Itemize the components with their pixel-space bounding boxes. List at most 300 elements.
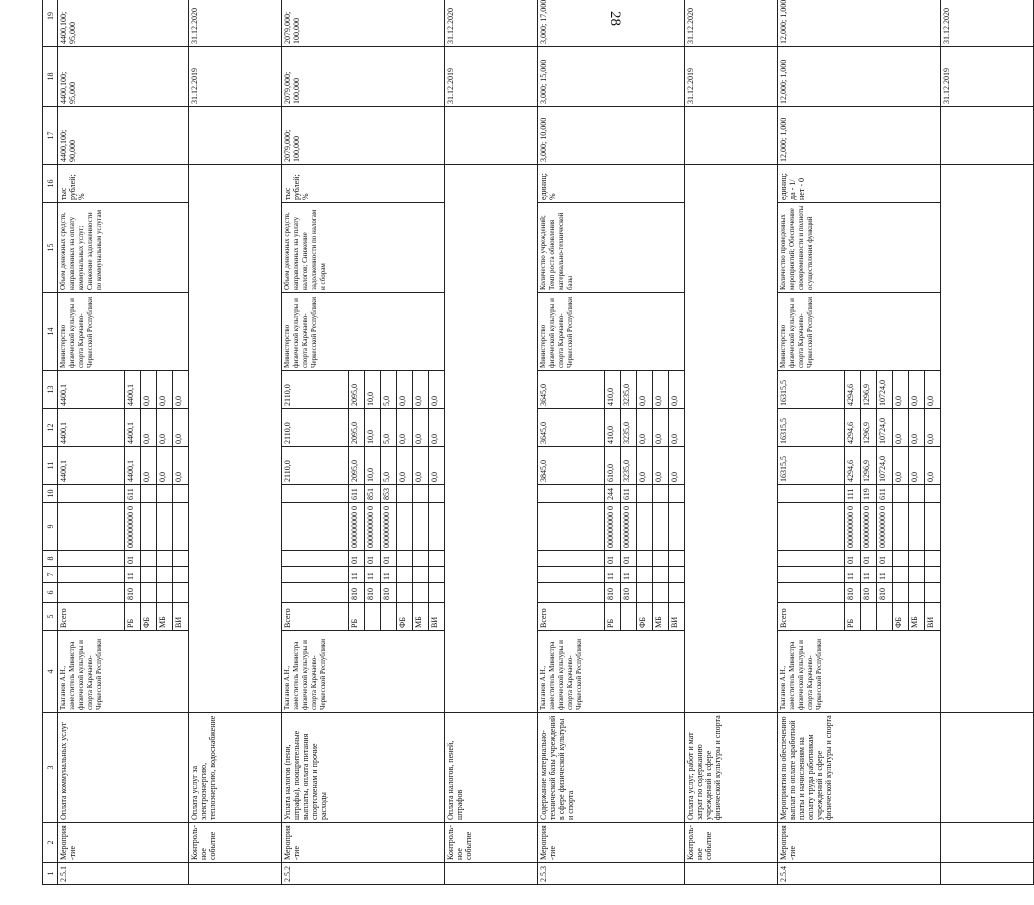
code-rz bbox=[141, 567, 157, 583]
column-number: 11 bbox=[43, 447, 58, 485]
total-2021: 16315,5 bbox=[778, 371, 845, 409]
amount-2020: 5,0 bbox=[381, 409, 397, 447]
code-csr: 000000000 0 bbox=[349, 503, 365, 551]
code-vr bbox=[909, 485, 925, 503]
total-2019: 2110,0 bbox=[282, 447, 349, 485]
column-number: 10 bbox=[43, 485, 58, 503]
code-vr bbox=[429, 485, 445, 503]
amount-2019: 2095,0 bbox=[349, 447, 365, 485]
amount-2019: 0,0 bbox=[397, 447, 413, 485]
amount-2020: 1296,9 bbox=[861, 409, 877, 447]
funding-source: ФБ bbox=[893, 603, 909, 631]
amount-2021: 0,0 bbox=[413, 371, 429, 409]
code-vr bbox=[637, 485, 653, 503]
program-table bbox=[42, 0, 1034, 885]
code-vr: 244 bbox=[605, 485, 621, 503]
amount-2021: 0,0 bbox=[429, 371, 445, 409]
amount-2021: 4400,1 bbox=[125, 371, 141, 409]
code-pr: 01 bbox=[605, 551, 621, 567]
funding-source: МБ bbox=[157, 603, 173, 631]
amount-2020: 0,0 bbox=[157, 409, 173, 447]
activity-id: 2.5.2 bbox=[282, 863, 445, 885]
blank bbox=[685, 165, 778, 713]
activity-kind: Мероприя-тие bbox=[282, 823, 445, 863]
code-cell bbox=[282, 503, 349, 551]
control-date-2019: 31.12.2019 bbox=[445, 47, 538, 107]
total-2021: 4400,1 bbox=[58, 371, 125, 409]
code-grbs: 810 bbox=[861, 583, 877, 603]
indicator: Объем денежных средств, направленных на уплату налогов; Снижение задолженности по налогам и сборам bbox=[282, 203, 445, 293]
control-label: Контроль-ное событие bbox=[685, 823, 778, 863]
code-rz bbox=[397, 567, 413, 583]
activity-id: 2.5.1 bbox=[58, 863, 189, 885]
code-pr bbox=[637, 551, 653, 567]
total-2019: 3845,0 bbox=[538, 447, 605, 485]
column-number: 15 bbox=[43, 203, 58, 293]
code-cell bbox=[282, 567, 349, 583]
unit: единиц; % bbox=[538, 165, 685, 203]
funding-source: МБ bbox=[909, 603, 925, 631]
control-date-2019: 31.12.2019 bbox=[685, 47, 778, 107]
column-number: 9 bbox=[43, 503, 58, 551]
amount-2019: 0,0 bbox=[173, 447, 189, 485]
funding-source: ВИ bbox=[173, 603, 189, 631]
code-cell bbox=[538, 551, 605, 567]
code-cell bbox=[538, 567, 605, 583]
code-vr bbox=[893, 485, 909, 503]
activity-kind: Мероприя-тие bbox=[538, 823, 685, 863]
code-csr bbox=[397, 503, 413, 551]
column-number: 5 bbox=[43, 603, 58, 631]
code-vr: 851 bbox=[365, 485, 381, 503]
control-event-row bbox=[941, 0, 1034, 885]
amount-2021: 0,0 bbox=[173, 371, 189, 409]
code-grbs bbox=[925, 583, 941, 603]
code-vr: 853 bbox=[381, 485, 397, 503]
code-rz bbox=[653, 567, 669, 583]
amount-2020: 10724,0 bbox=[877, 409, 893, 447]
control-text: Оплата налогов, пеней, штрафов bbox=[445, 713, 538, 823]
amount-2019: 610,0 bbox=[605, 447, 621, 485]
code-pr: 01 bbox=[621, 551, 637, 567]
code-grbs: 810 bbox=[845, 583, 861, 603]
code-grbs bbox=[141, 583, 157, 603]
code-grbs bbox=[173, 583, 189, 603]
amount-2021: 1296,9 bbox=[861, 371, 877, 409]
code-rz bbox=[909, 567, 925, 583]
code-csr: 000000000 0 bbox=[877, 503, 893, 551]
executor: Министерство физической культуры и спорта Карачаево-Черкесской Республики bbox=[58, 293, 189, 371]
funding-source: РБ bbox=[125, 603, 141, 631]
amount-2020: 0,0 bbox=[925, 409, 941, 447]
funding-source: РБ bbox=[349, 603, 365, 631]
code-pr bbox=[413, 551, 429, 567]
code-pr: 01 bbox=[365, 551, 381, 567]
executor: Министерство физической культуры и спорта Карачаево-Черкесской Республики bbox=[282, 293, 445, 371]
code-pr bbox=[397, 551, 413, 567]
amount-2019: 0,0 bbox=[429, 447, 445, 485]
indicator: Количество проведенных мероприятий; Обеспечение своевременности и полноты осуществления функций bbox=[778, 203, 941, 293]
code-csr bbox=[173, 503, 189, 551]
amount-2021: 0,0 bbox=[157, 371, 173, 409]
responsible-person: Ткаганов А.Н., заместитель Министра физической культуры и спорта Карачаево-Черкесской Республики bbox=[58, 631, 189, 713]
code-grbs bbox=[397, 583, 413, 603]
code-cell bbox=[778, 551, 845, 567]
blank bbox=[445, 165, 538, 713]
control-date-2020: 31.12.2020 bbox=[941, 0, 1034, 47]
code-rz: 11 bbox=[621, 567, 637, 583]
control-id bbox=[189, 863, 282, 885]
amount-2021: 0,0 bbox=[653, 371, 669, 409]
code-vr: 611 bbox=[349, 485, 365, 503]
amount-2019: 3235,0 bbox=[621, 447, 637, 485]
activity-kind: Мероприя-тие bbox=[778, 823, 941, 863]
amount-2019: 0,0 bbox=[141, 447, 157, 485]
code-grbs bbox=[413, 583, 429, 603]
amount-2019: 1296,9 bbox=[861, 447, 877, 485]
funding-source: РБ bbox=[845, 603, 861, 631]
code-pr bbox=[173, 551, 189, 567]
control-text bbox=[941, 713, 1034, 823]
code-cell bbox=[538, 583, 605, 603]
activity-name: Оплата коммунальных услуг bbox=[58, 713, 189, 823]
total-2019: 16315,5 bbox=[778, 447, 845, 485]
amount-2021: 10,0 bbox=[365, 371, 381, 409]
control-id bbox=[941, 863, 1034, 885]
code-csr bbox=[893, 503, 909, 551]
column-number: 16 bbox=[43, 165, 58, 203]
value-2020: 3,000; 15,000 bbox=[538, 47, 685, 107]
control-date-2019: 31.12.2019 bbox=[189, 47, 282, 107]
amount-2019: 4294,6 bbox=[845, 447, 861, 485]
code-rz: 11 bbox=[365, 567, 381, 583]
activity-id: 2.5.4 bbox=[778, 863, 941, 885]
unit: единиц; да - 1/ нет - 0 bbox=[778, 165, 941, 203]
code-cell bbox=[538, 503, 605, 551]
funding-source: МБ bbox=[413, 603, 429, 631]
code-pr bbox=[157, 551, 173, 567]
code-pr bbox=[141, 551, 157, 567]
amount-2021: 0,0 bbox=[141, 371, 157, 409]
amount-2020: 0,0 bbox=[173, 409, 189, 447]
source-total: Всего bbox=[282, 603, 349, 631]
code-cell bbox=[778, 583, 845, 603]
funding-source: ФБ bbox=[637, 603, 653, 631]
blank bbox=[685, 107, 778, 165]
code-cell bbox=[58, 485, 125, 503]
code-vr bbox=[397, 485, 413, 503]
column-number: 8 bbox=[43, 551, 58, 567]
code-csr: 000000000 0 bbox=[621, 503, 637, 551]
funding-source: ФБ bbox=[397, 603, 413, 631]
control-id bbox=[685, 863, 778, 885]
code-pr bbox=[429, 551, 445, 567]
code-grbs: 810 bbox=[877, 583, 893, 603]
code-grbs: 810 bbox=[605, 583, 621, 603]
control-text: Оплата услуг за электроэнергию, теплоэнергию, водоснабжение bbox=[189, 713, 282, 823]
code-pr: 01 bbox=[845, 551, 861, 567]
code-vr: 611 bbox=[125, 485, 141, 503]
amount-2020: 0,0 bbox=[909, 409, 925, 447]
amount-2020: 10,0 bbox=[365, 409, 381, 447]
code-rz: 11 bbox=[605, 567, 621, 583]
value-2019: 12,000; 1,000 bbox=[778, 107, 941, 165]
code-grbs: 810 bbox=[381, 583, 397, 603]
control-event-row bbox=[685, 0, 778, 885]
blank bbox=[445, 107, 538, 165]
amount-2021: 0,0 bbox=[909, 371, 925, 409]
value-2021: 4400,100; 95,000 bbox=[58, 0, 189, 47]
funding-source: ВИ bbox=[925, 603, 941, 631]
control-label: Контроль-ное событие bbox=[445, 823, 538, 863]
code-vr bbox=[141, 485, 157, 503]
code-rz bbox=[173, 567, 189, 583]
code-csr: 000000000 0 bbox=[125, 503, 141, 551]
control-event-row bbox=[189, 0, 282, 885]
control-label: Контроль-ное событие bbox=[189, 823, 282, 863]
amount-2021: 0,0 bbox=[925, 371, 941, 409]
amount-2020: 0,0 bbox=[669, 409, 685, 447]
code-csr bbox=[909, 503, 925, 551]
amount-2019: 0,0 bbox=[157, 447, 173, 485]
column-number: 4 bbox=[43, 631, 58, 713]
code-cell bbox=[58, 583, 125, 603]
unit: тыс рублей; % bbox=[58, 165, 189, 203]
activity-name: Содержание материально-технической базы учреждений в сфере физической культуры и спорта bbox=[538, 713, 685, 823]
code-pr: 01 bbox=[349, 551, 365, 567]
activity-row bbox=[58, 0, 125, 885]
code-vr: 611 bbox=[877, 485, 893, 503]
blank bbox=[941, 107, 1034, 165]
indicator: Количество учреждений; Темп роста обновления материально-технической базы bbox=[538, 203, 685, 293]
code-vr bbox=[173, 485, 189, 503]
code-csr: 000000000 0 bbox=[861, 503, 877, 551]
activity-row bbox=[538, 0, 605, 885]
value-2020: 12,000; 1,000 bbox=[778, 47, 941, 107]
code-pr: 01 bbox=[381, 551, 397, 567]
code-csr: 000000000 0 bbox=[605, 503, 621, 551]
column-number: 7 bbox=[43, 567, 58, 583]
column-number: 17 bbox=[43, 107, 58, 165]
amount-2020: 0,0 bbox=[653, 409, 669, 447]
value-2019: 2079,000; 100,000 bbox=[282, 107, 445, 165]
page-number: 28 bbox=[607, 11, 623, 26]
blank bbox=[189, 165, 282, 713]
amount-2021: 0,0 bbox=[397, 371, 413, 409]
funding-source: ФБ bbox=[141, 603, 157, 631]
code-grbs: 810 bbox=[125, 583, 141, 603]
code-rz: 11 bbox=[125, 567, 141, 583]
amount-2020: 410,0 bbox=[605, 409, 621, 447]
code-grbs: 810 bbox=[621, 583, 637, 603]
value-2020: 4400,100; 95,000 bbox=[58, 47, 189, 107]
code-pr bbox=[669, 551, 685, 567]
code-vr: 111 bbox=[845, 485, 861, 503]
value-2019: 3,000; 10,000 bbox=[538, 107, 685, 165]
code-rz bbox=[157, 567, 173, 583]
control-date-2019: 31.12.2019 bbox=[941, 47, 1034, 107]
amount-2019: 0,0 bbox=[925, 447, 941, 485]
code-grbs bbox=[669, 583, 685, 603]
amount-2021: 10724,0 bbox=[877, 371, 893, 409]
column-number: 6 bbox=[43, 583, 58, 603]
funding-source bbox=[621, 603, 637, 631]
code-csr bbox=[157, 503, 173, 551]
column-number: 2 bbox=[43, 823, 58, 863]
amount-2021: 0,0 bbox=[637, 371, 653, 409]
amount-2020: 4294,6 bbox=[845, 409, 861, 447]
amount-2020: 4400,1 bbox=[125, 409, 141, 447]
code-cell bbox=[58, 551, 125, 567]
code-csr bbox=[141, 503, 157, 551]
code-pr: 01 bbox=[877, 551, 893, 567]
amount-2020: 0,0 bbox=[141, 409, 157, 447]
control-id bbox=[445, 863, 538, 885]
code-vr bbox=[157, 485, 173, 503]
control-date-2020: 31.12.2020 bbox=[189, 0, 282, 47]
column-number: 13 bbox=[43, 371, 58, 409]
code-csr bbox=[653, 503, 669, 551]
funding-source bbox=[861, 603, 877, 631]
amount-2019: 0,0 bbox=[637, 447, 653, 485]
total-2021: 2110,0 bbox=[282, 371, 349, 409]
activity-name: Уплата налогов (пени, штрафы), поощрительные выплаты, оплата питания спортсменам и прочие расходы bbox=[282, 713, 445, 823]
code-vr bbox=[925, 485, 941, 503]
code-rz bbox=[637, 567, 653, 583]
code-rz: 11 bbox=[845, 567, 861, 583]
amount-2019: 0,0 bbox=[653, 447, 669, 485]
value-2020: 2079,000; 100,000 bbox=[282, 47, 445, 107]
total-2019: 4400,1 bbox=[58, 447, 125, 485]
code-rz: 11 bbox=[349, 567, 365, 583]
code-grbs bbox=[653, 583, 669, 603]
amount-2020: 0,0 bbox=[413, 409, 429, 447]
activity-id: 2.5.3 bbox=[538, 863, 685, 885]
activity-name: Мероприятия по обеспечению выплат по оплате заработной платы и начислениям на оплату труда работникам учреждений в сфере физической культуры и спорта bbox=[778, 713, 941, 823]
control-date-2020: 31.12.2020 bbox=[685, 0, 778, 47]
code-rz bbox=[413, 567, 429, 583]
code-pr bbox=[909, 551, 925, 567]
control-label bbox=[941, 823, 1034, 863]
funding-source bbox=[365, 603, 381, 631]
amount-2019: 10724,0 bbox=[877, 447, 893, 485]
amount-2020: 0,0 bbox=[893, 409, 909, 447]
amount-2019: 0,0 bbox=[909, 447, 925, 485]
activity-row bbox=[778, 0, 845, 885]
code-vr bbox=[669, 485, 685, 503]
amount-2020: 3235,0 bbox=[621, 409, 637, 447]
amount-2020: 2095,0 bbox=[349, 409, 365, 447]
code-csr: 000000000 0 bbox=[381, 503, 397, 551]
code-vr: 119 bbox=[861, 485, 877, 503]
amount-2019: 0,0 bbox=[413, 447, 429, 485]
activity-row bbox=[282, 0, 349, 885]
code-csr bbox=[637, 503, 653, 551]
code-pr bbox=[925, 551, 941, 567]
control-date-2020: 31.12.2020 bbox=[445, 0, 538, 47]
code-vr: 611 bbox=[621, 485, 637, 503]
code-cell bbox=[282, 583, 349, 603]
code-cell bbox=[778, 503, 845, 551]
control-text: Оплата услуг, работ и мат затрат по содержанию учреждений в сфере физической культуры и спорта bbox=[685, 713, 778, 823]
value-2021: 3,000; 17,000 bbox=[538, 0, 685, 47]
value-2021: 12,000; 1,000 bbox=[778, 0, 941, 47]
column-number: 3 bbox=[43, 713, 58, 823]
code-pr: 01 bbox=[125, 551, 141, 567]
funding-source: ВИ bbox=[669, 603, 685, 631]
code-rz bbox=[669, 567, 685, 583]
total-2020: 4400,1 bbox=[58, 409, 125, 447]
amount-2020: 0,0 bbox=[637, 409, 653, 447]
control-event-row bbox=[445, 0, 538, 885]
amount-2021: 4294,6 bbox=[845, 371, 861, 409]
amount-2021: 410,0 bbox=[605, 371, 621, 409]
responsible-person: Ткаганов А.Н., заместитель Министра физической культуры и спорта Карачаево-Черкесской Республики bbox=[282, 631, 445, 713]
code-rz: 11 bbox=[861, 567, 877, 583]
amount-2019: 5,0 bbox=[381, 447, 397, 485]
code-csr bbox=[413, 503, 429, 551]
code-cell bbox=[778, 567, 845, 583]
amount-2021: 0,0 bbox=[893, 371, 909, 409]
amount-2020: 0,0 bbox=[429, 409, 445, 447]
blank bbox=[189, 107, 282, 165]
table-body bbox=[43, 0, 1034, 885]
column-number: 14 bbox=[43, 293, 58, 371]
amount-2019: 10,0 bbox=[365, 447, 381, 485]
code-csr: 000000000 0 bbox=[365, 503, 381, 551]
funding-source: МБ bbox=[653, 603, 669, 631]
total-2020: 16315,5 bbox=[778, 409, 845, 447]
indicator: Объем денежных средств, направленных на оплату коммунальных услуг; Снижение задолженности по коммунальным услугам bbox=[58, 203, 189, 293]
funding-source bbox=[381, 603, 397, 631]
column-number: 1 bbox=[43, 863, 58, 885]
blank bbox=[941, 165, 1034, 713]
source-total: Всего bbox=[58, 603, 125, 631]
code-vr bbox=[413, 485, 429, 503]
code-pr: 01 bbox=[861, 551, 877, 567]
code-rz bbox=[925, 567, 941, 583]
code-rz: 11 bbox=[877, 567, 893, 583]
code-pr bbox=[893, 551, 909, 567]
activity-kind: Мероприя-тие bbox=[58, 823, 189, 863]
code-cell bbox=[282, 551, 349, 567]
code-grbs bbox=[157, 583, 173, 603]
code-grbs bbox=[429, 583, 445, 603]
amount-2020: 0,0 bbox=[397, 409, 413, 447]
source-total: Всего bbox=[538, 603, 605, 631]
code-grbs bbox=[909, 583, 925, 603]
source-total: Всего bbox=[778, 603, 845, 631]
code-cell bbox=[58, 503, 125, 551]
amount-2019: 0,0 bbox=[669, 447, 685, 485]
code-rz bbox=[893, 567, 909, 583]
total-2020: 3645,0 bbox=[538, 409, 605, 447]
funding-source: РБ bbox=[605, 603, 621, 631]
column-number: 12 bbox=[43, 409, 58, 447]
code-vr bbox=[653, 485, 669, 503]
total-2020: 2110,0 bbox=[282, 409, 349, 447]
code-csr bbox=[669, 503, 685, 551]
funding-source: ВИ bbox=[429, 603, 445, 631]
code-rz bbox=[429, 567, 445, 583]
code-csr bbox=[429, 503, 445, 551]
code-grbs bbox=[637, 583, 653, 603]
amount-2021: 5,0 bbox=[381, 371, 397, 409]
amount-2019: 0,0 bbox=[893, 447, 909, 485]
responsible-person: Ткаганов А.Н., заместитель Министра физической культуры и спорта Карачаево-Черкесской Республики bbox=[538, 631, 685, 713]
total-2021: 3645,0 bbox=[538, 371, 605, 409]
value-2019: 4400,100; 90,000 bbox=[58, 107, 189, 165]
